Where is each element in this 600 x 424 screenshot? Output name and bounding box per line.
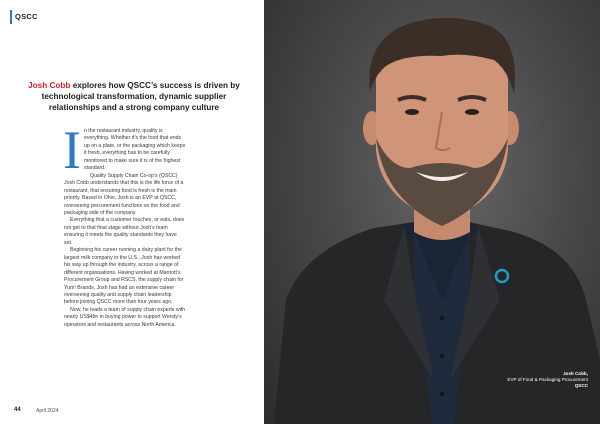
drop-cap: I xyxy=(63,120,81,180)
article-paragraph: Everything that a customer touches, or eats, does not get to that final stage without Josh’s team ensuring it meets the quality standards they have set. xyxy=(64,217,185,246)
headline-name: Josh Cobb xyxy=(28,81,71,90)
section-label: QSCC xyxy=(15,12,38,21)
page-number: 44 xyxy=(14,407,21,413)
article-paragraph: Quality Supply Chain Co-op’s (QSCC) Josh Cobb understands that this is the life force of a restaurant, that ensuring food is fresh is the main priority. Based in Ohio, Josh is an EVP at QSCC, overseeing procurement functions on the food and packaging side of the company. xyxy=(64,172,184,216)
portrait-illustration xyxy=(264,0,600,424)
caption-name: Josh Cobb, xyxy=(562,371,588,376)
caption-company: QSCC xyxy=(574,383,588,388)
article-body xyxy=(63,120,186,329)
photo-caption xyxy=(507,371,588,389)
article-paragraph: Now, he leads a team of supply chain experts with nearly US$4bn in buying power to support Wendy’s operators and restaurants across North America. xyxy=(64,306,186,328)
section-marker xyxy=(10,10,12,24)
portrait-photo xyxy=(264,0,600,424)
caption-title: EVP of Food & Packaging Procurement xyxy=(507,377,588,382)
issue-date: April 2024 xyxy=(36,408,59,414)
left-page xyxy=(0,0,264,424)
article-paragraph: n the restaurant industry, quality is everything. Whether it’s the food that ends up on a plate, or the packaging which keeps it fresh, everything has to be carefully monitored to make sure it is of the highest standard. xyxy=(83,128,186,172)
headline xyxy=(18,80,250,113)
article-paragraph: Beginning his career running a dairy plant for the largest milk company in the U.S., Josh has worked his way up through the industry, across a range of different organisations. Having worked at Marriott’s Procurement Group and RSCS, the supply chain for Yum! Brands, Josh has had an extensive career overseeing quality and supply chain leadership before joining QSCC more than four years ago. xyxy=(64,247,184,306)
headline-text: explores how QSCC’s success is driven by technological transformation, dynamic supplier relationships and a strong company culture xyxy=(41,81,240,112)
